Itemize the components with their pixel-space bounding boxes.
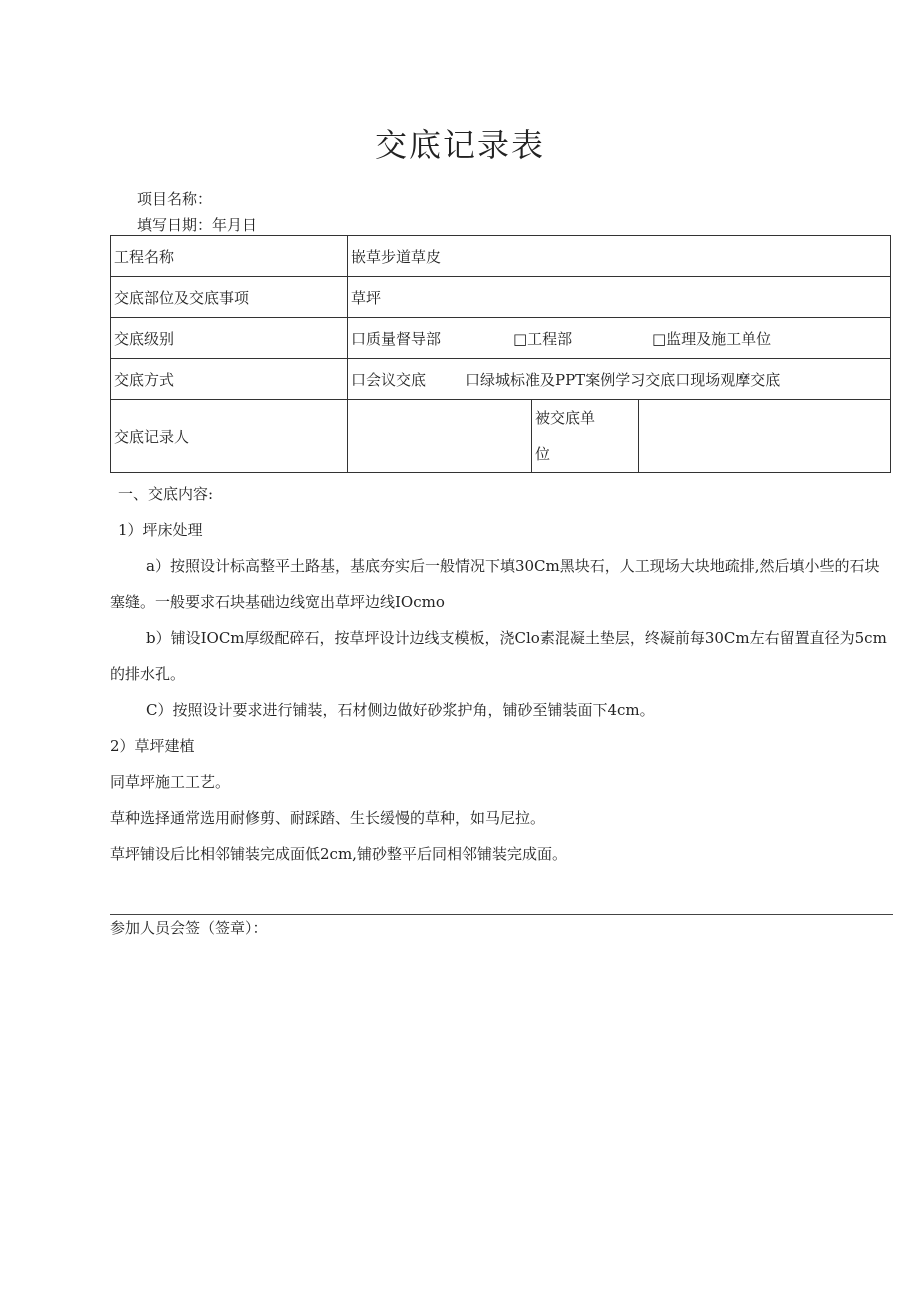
section-2-line: 同草坪施工工艺。 xyxy=(110,773,231,791)
section-1-item-b: b）铺设IOCm厚级配碎石，按草坪设计边线支模板，浇Clo素混凝土垫层，终凝前每30Cm左右留置直径为5cm的排水孔。 xyxy=(110,629,887,683)
part-value: 草坪 xyxy=(348,277,891,318)
receiver-value xyxy=(639,400,891,473)
record-table xyxy=(110,235,891,473)
part-label: 交底部位及交底事项 xyxy=(111,277,348,318)
table-row xyxy=(111,236,891,277)
fill-date-label: 填写日期：年月日 xyxy=(137,216,258,234)
method-options xyxy=(348,359,891,400)
recorder-value xyxy=(348,400,532,473)
table-row xyxy=(111,400,891,473)
content-heading: 一、交底内容: xyxy=(118,485,214,503)
table-row xyxy=(111,277,891,318)
method-option-study-visit[interactable]: 口绿城标准及PPT案例学习交底口现场观摩交底 xyxy=(465,370,781,389)
page-title: 交底记录表 xyxy=(374,126,545,164)
method-option-meeting[interactable]: 口会议交底 xyxy=(351,370,427,389)
section-2-title: 2）草坪建植 xyxy=(110,737,195,755)
project-name-label: 项目名称： xyxy=(137,190,213,208)
content-section xyxy=(110,476,892,872)
receiver-label: 被交底单 位 xyxy=(532,400,639,473)
level-options xyxy=(348,318,891,359)
recorder-label: 交底记录人 xyxy=(111,400,348,473)
level-option-supervision[interactable]: □监理及施工单位 xyxy=(652,329,772,348)
method-label: 交底方式 xyxy=(111,359,348,400)
level-label: 交底级别 xyxy=(111,318,348,359)
signature-label: 参加人员会签（签章）： xyxy=(110,919,268,937)
table-row xyxy=(111,318,891,359)
section-1-title: 1）坪床处理 xyxy=(118,521,203,539)
level-option-engineering[interactable]: □工程部 xyxy=(513,329,573,348)
section-2-line: 草种选择通常选用耐修剪、耐踩踏、生长缓慢的草种，如马尼拉。 xyxy=(110,809,546,827)
section-1-item-a: a）按照设计标高整平土路基，基底夯实后一般情况下填30Cm黑块石，人工现场大块地疏排,然后填小些的石块塞缝。一般要求石块基础边线宽出草坪边线IOcmo xyxy=(110,557,880,611)
divider xyxy=(110,914,893,915)
project-label: 工程名称 xyxy=(111,236,348,277)
section-1-item-c: C）按照设计要求进行铺装，石材侧边做好砂浆护角，铺砂至铺装面下4cm。 xyxy=(146,701,655,719)
section-2-line: 草坪铺设后比相邻铺装完成面低2cm,铺砂整平后同相邻铺装完成面。 xyxy=(110,845,567,863)
level-option-quality[interactable]: 口质量督导部 xyxy=(351,329,442,348)
project-value: 嵌草步道草皮 xyxy=(348,236,891,277)
table-row xyxy=(111,359,891,400)
